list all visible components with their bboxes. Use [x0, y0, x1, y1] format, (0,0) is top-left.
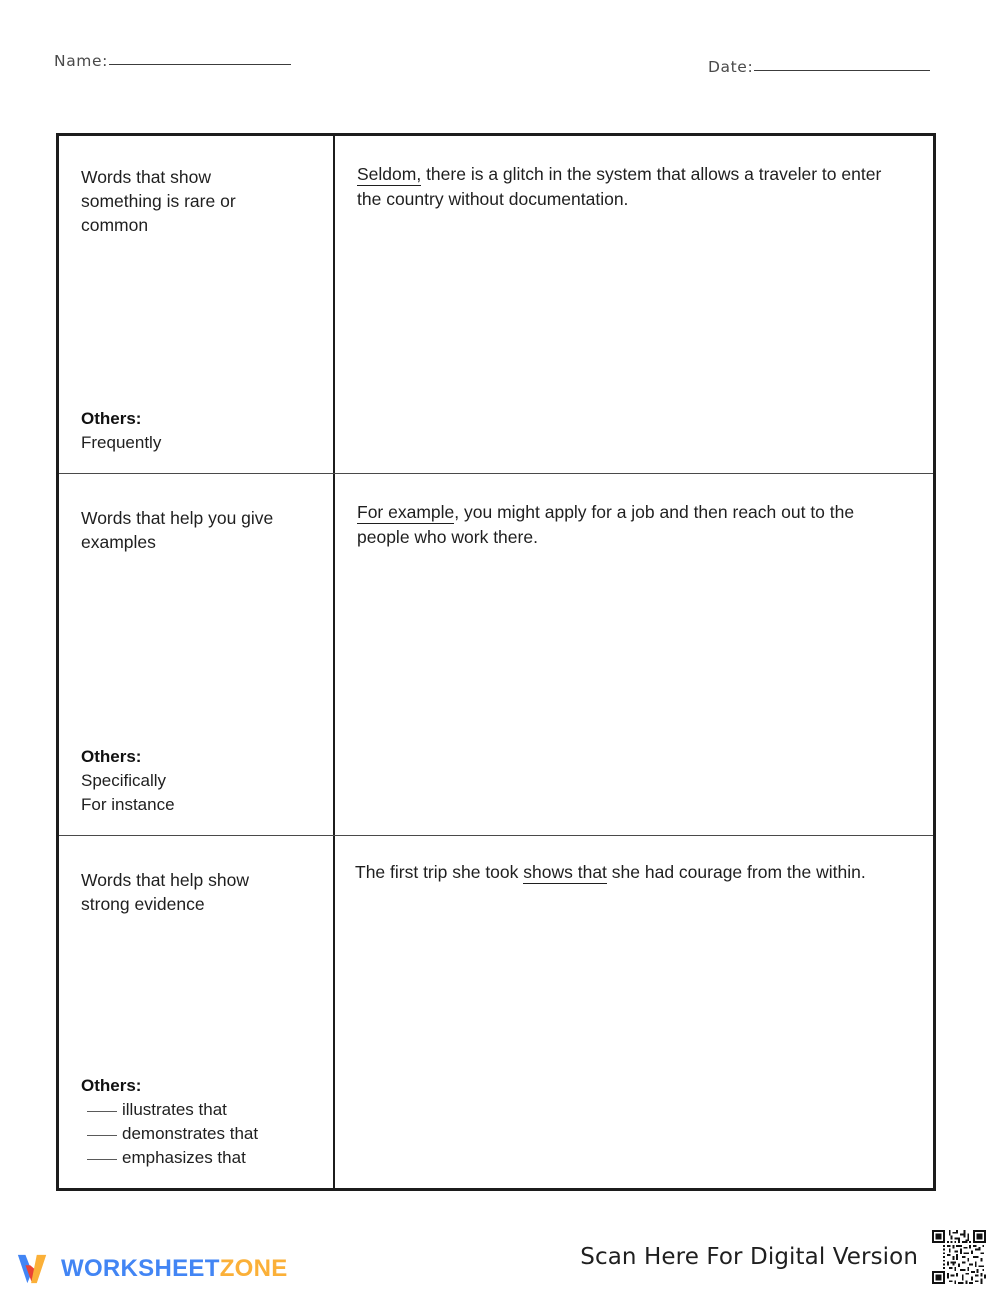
blank-write-line[interactable] [87, 1159, 117, 1160]
name-label: Name: [54, 52, 108, 70]
name-write-line[interactable] [109, 64, 291, 65]
example-sentence [357, 162, 909, 211]
example-cell[interactable] [335, 136, 933, 473]
example-sentence [357, 500, 909, 549]
category-cell [59, 136, 335, 473]
worksheet-zone-w-icon [14, 1252, 52, 1286]
sentence-after: , you might apply for a job and then reach out to the people who work there. [357, 502, 855, 547]
sentence-before: The first trip she took [355, 862, 524, 882]
list-item-label: demonstrates that [122, 1123, 259, 1143]
scan-digital-version-group[interactable] [580, 1226, 990, 1288]
list-item-label: illustrates that [122, 1099, 227, 1119]
list-item [81, 1146, 313, 1170]
category-title: Words that help show strong evidence [81, 870, 249, 915]
date-write-line[interactable] [754, 70, 930, 71]
worksheet-footer [0, 1210, 1000, 1294]
list-item: For instance [81, 794, 175, 814]
highlighted-transition-word: shows that [523, 862, 607, 882]
brand-word-first: WORKSHEET [61, 1255, 220, 1282]
worksheet-header [0, 52, 1000, 92]
category-title: Words that show something is rare or common [81, 167, 236, 236]
date-field-group [708, 58, 930, 76]
highlighted-transition-word: Seldom, [357, 164, 422, 184]
blank-write-line[interactable] [87, 1111, 117, 1112]
table-row [59, 136, 933, 474]
example-cell[interactable] [335, 836, 933, 1188]
category-cell [59, 836, 335, 1188]
category-title: Words that help you give examples [81, 508, 274, 553]
others-label: Others: [81, 1075, 142, 1095]
list-item: Frequently [81, 432, 162, 452]
worksheet-table [56, 133, 936, 1191]
brand-logo[interactable] [14, 1252, 288, 1286]
table-row [59, 474, 933, 836]
sentence-after: she had courage from the within. [606, 862, 866, 882]
scan-label: Scan Here For Digital Version [580, 1244, 918, 1270]
others-block [81, 745, 313, 817]
others-list [81, 1098, 313, 1170]
others-list [81, 769, 313, 817]
list-item [81, 1098, 313, 1122]
others-block [81, 407, 313, 455]
list-item: Specifically [81, 770, 167, 790]
list-item [81, 1122, 313, 1146]
example-sentence [355, 860, 909, 885]
sentence-after: there is a glitch in the system that allows a traveler to enter the country without documentation. [357, 164, 882, 209]
brand-word-second: ZONE [219, 1255, 288, 1282]
qr-code-icon[interactable] [928, 1226, 990, 1288]
others-list [81, 431, 313, 455]
blank-write-line[interactable] [87, 1135, 117, 1136]
others-label: Others: [81, 746, 142, 766]
date-label: Date: [708, 58, 754, 76]
brand-wordmark [61, 1255, 288, 1283]
others-label: Others: [81, 408, 142, 428]
example-cell[interactable] [335, 474, 933, 835]
others-block [81, 1074, 313, 1171]
highlighted-transition-word: For example [357, 502, 455, 522]
category-cell [59, 474, 335, 835]
table-row [59, 836, 933, 1188]
list-item-label: emphasizes that [122, 1147, 246, 1167]
name-field-group [54, 52, 291, 70]
